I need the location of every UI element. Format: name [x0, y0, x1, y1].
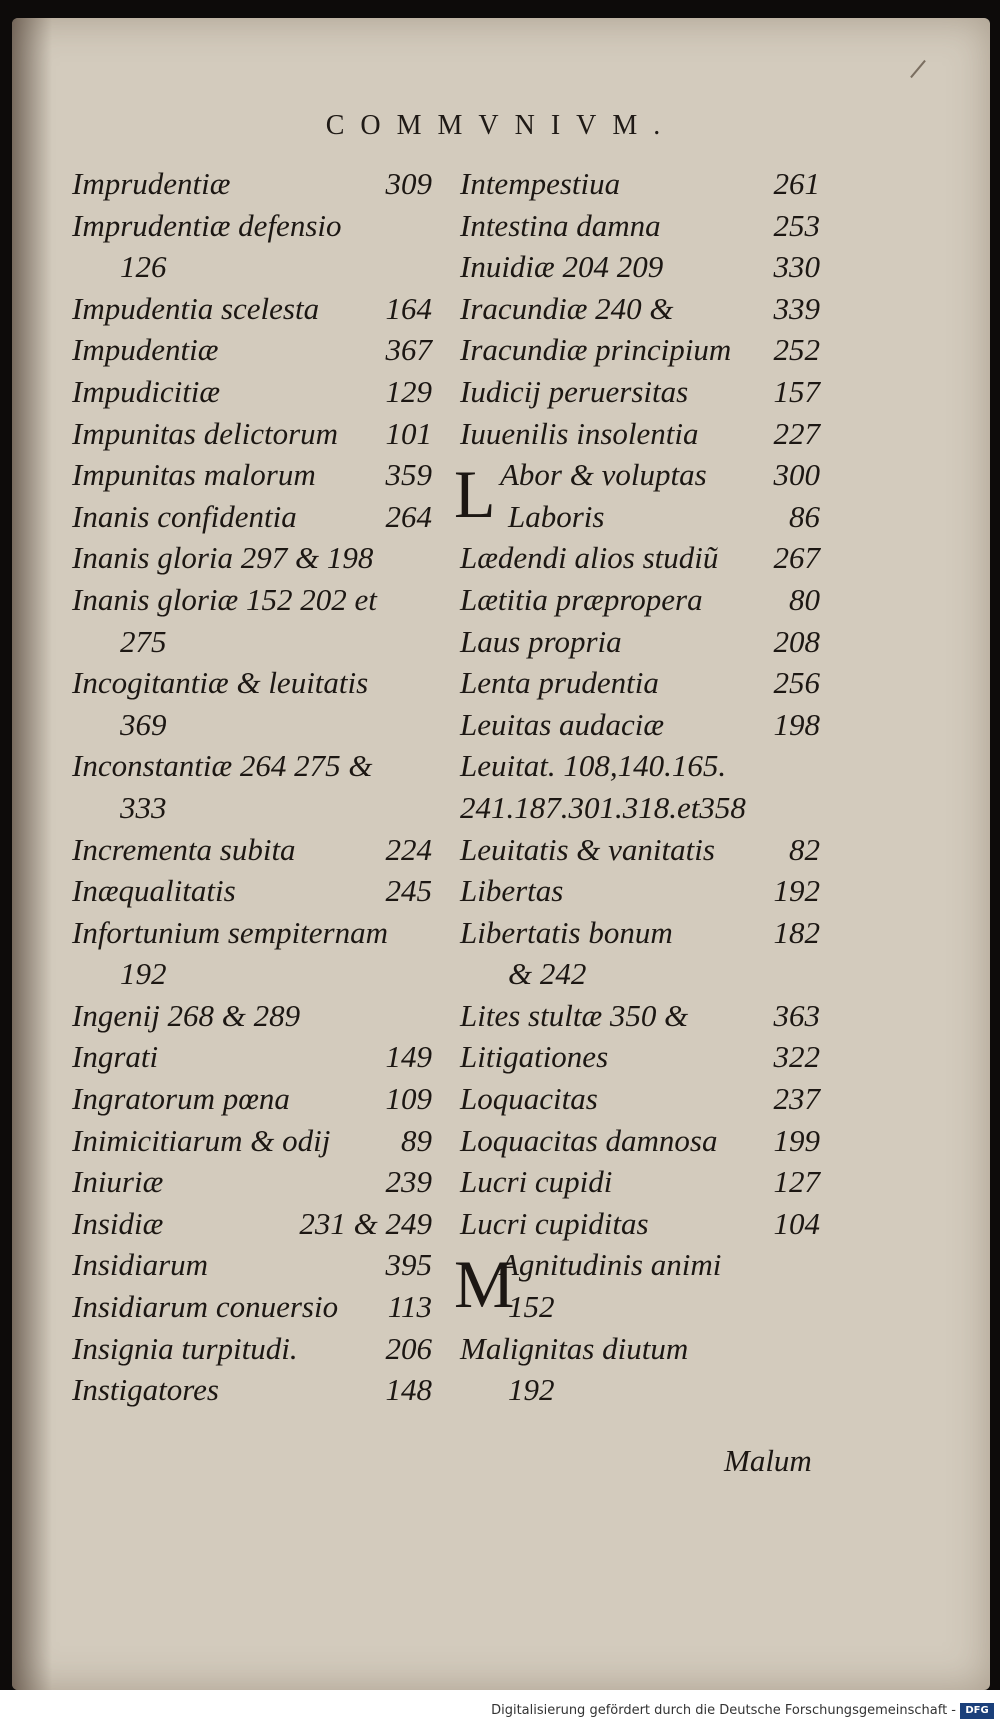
index-entry [460, 1372, 820, 1414]
index-entry [72, 457, 432, 499]
index-entry [72, 249, 432, 291]
entry-term: Inanis gloria 297 & 198 [72, 540, 374, 576]
entry-page-number: 198 [773, 706, 820, 742]
entry-term: Leuitatis & vanitatis [460, 831, 715, 867]
entry-term: Imprudentiæ defensio [72, 207, 342, 243]
index-entry [460, 1123, 820, 1165]
index-entry [460, 208, 820, 250]
index-entry [460, 249, 820, 291]
index-entry [460, 1164, 820, 1206]
index-entry [72, 499, 432, 541]
entry-page-number: 104 [773, 1205, 820, 1241]
initial-letter: L [454, 456, 496, 533]
entry-term: Infortunium sempiternam [72, 914, 389, 950]
index-entry [72, 166, 432, 208]
entry-term: Imprudentiæ [72, 166, 231, 201]
entry-page-number: 231 & 249 [299, 1205, 432, 1241]
entry-term: Agnitudinis animi [500, 1247, 722, 1283]
dfg-logo: DFG [960, 1703, 994, 1719]
entry-page-number: 224 [385, 831, 432, 867]
entry-page-number: 363 [773, 997, 820, 1033]
index-entry [460, 832, 820, 874]
entry-term: Leuitas audaciæ [460, 706, 665, 742]
index-entry [72, 291, 432, 333]
entry-term: Incogitantiæ & leuitatis [72, 665, 369, 701]
entry-term: Iuuenilis insolentia [460, 415, 699, 451]
entry-term: 192 [120, 956, 167, 992]
page-gutter-shadow [12, 18, 52, 1690]
entry-page-number: 82 [789, 831, 820, 867]
entry-page-number: 109 [385, 1081, 432, 1117]
entry-term: Incrementa subita [72, 831, 296, 867]
page-corner-mark [910, 60, 926, 78]
index-entry [460, 1331, 820, 1373]
entry-page-number: 237 [773, 1081, 820, 1117]
entry-term: & 242 [508, 956, 587, 992]
entry-term: Insidiæ [72, 1205, 164, 1241]
entry-page-number: 227 [773, 415, 820, 451]
entry-page-number: 208 [773, 623, 820, 659]
entry-term: Malignitas diutum [460, 1330, 689, 1366]
index-entry [72, 332, 432, 374]
entry-term: Litigationes [460, 1039, 609, 1075]
entry-term: 192 [508, 1372, 555, 1408]
entry-term: Iniuriæ [72, 1164, 164, 1200]
entry-page-number: 309 [385, 166, 432, 201]
entry-page-number: 164 [385, 290, 432, 326]
entry-term: Insidiarum [72, 1247, 209, 1283]
entry-page-number: 264 [385, 498, 432, 534]
book-page [12, 18, 990, 1690]
index-entry [72, 1164, 432, 1206]
index-entry [72, 832, 432, 874]
index-entry [72, 915, 432, 957]
index-entry [460, 374, 820, 416]
entry-page-number: 261 [773, 166, 820, 201]
entry-page-number: 322 [773, 1039, 820, 1075]
index-entry [72, 1039, 432, 1081]
index-entry [72, 707, 432, 749]
entry-term: Intempestiua [460, 166, 621, 201]
index-entry [72, 1331, 432, 1373]
index-entry [460, 707, 820, 749]
entry-term: 369 [120, 706, 167, 742]
index-entry [460, 499, 820, 541]
entry-term: Lædendi alios studiũ [460, 540, 719, 576]
entry-page-number: 129 [385, 373, 432, 409]
entry-term: Inæqualitatis [72, 873, 236, 909]
index-entry [72, 1081, 432, 1123]
entry-page-number: 101 [385, 415, 432, 451]
entry-page-number: 127 [773, 1164, 820, 1200]
entry-term: Libertas [460, 873, 564, 909]
entry-term: Impudentia scelesta [72, 290, 320, 326]
index-entry [460, 1081, 820, 1123]
index-entry [72, 416, 432, 458]
index-entry [72, 748, 432, 790]
index-entry [460, 291, 820, 333]
entry-term: Ingrati [72, 1039, 159, 1075]
entry-term: 333 [120, 789, 167, 825]
entry-term: Inconstantiæ 264 275 & [72, 748, 373, 784]
entry-term: Ingenij 268 & 289 [72, 997, 301, 1033]
index-entry [72, 1206, 432, 1248]
index-entry [72, 1247, 432, 1289]
index-entry [460, 1289, 820, 1331]
index-entry [460, 790, 820, 832]
index-entry [460, 873, 820, 915]
entry-page-number: 86 [789, 498, 820, 534]
entry-page-number: 182 [773, 914, 820, 950]
index-entry [460, 956, 820, 998]
index-entry [72, 1123, 432, 1165]
index-entry [460, 416, 820, 458]
entry-term: Lites stultæ 350 & [460, 997, 689, 1033]
entry-term: Iudicij peruersitas [460, 373, 689, 409]
entry-term: 126 [120, 249, 167, 285]
entry-term: Ingratorum pœna [72, 1081, 290, 1117]
entry-term: 152 [508, 1289, 555, 1325]
entry-page-number: 148 [385, 1372, 432, 1408]
entry-term: 241.187.301.318.et358 [460, 789, 746, 825]
entry-page-number: 300 [773, 457, 820, 493]
entry-term: Lucri cupidi [460, 1164, 613, 1200]
entry-term: Inanis gloriæ 152 202 et [72, 581, 377, 617]
entry-term: Loquacitas damnosa [460, 1122, 718, 1158]
entry-term: Impudentiæ [72, 332, 219, 368]
index-entry [460, 166, 820, 208]
entry-page-number: 80 [789, 581, 820, 617]
digitization-footer [0, 1690, 1000, 1726]
entry-page-number: 239 [385, 1164, 432, 1200]
entry-term: 275 [120, 623, 167, 659]
entry-page-number: 395 [385, 1247, 432, 1283]
entry-term: Leuitat. 108,140.165. [460, 748, 727, 784]
entry-term: Insidiarum conuersio [72, 1289, 339, 1325]
entry-page-number: 149 [385, 1039, 432, 1075]
entry-page-number: 359 [385, 457, 432, 493]
entry-term: Impunitas delictorum [72, 415, 339, 451]
entry-page-number: 157 [773, 373, 820, 409]
entry-term: Loquacitas [460, 1081, 598, 1117]
index-column-left [72, 166, 432, 1414]
index-column-right [454, 166, 820, 1414]
entry-page-number: 253 [773, 207, 820, 243]
footer-credit: Digitalisierung gefördert durch die Deutsche Forschungsgemeinschaft - [491, 1703, 956, 1718]
entry-term: Inuidiæ 204 209 [460, 249, 664, 285]
index-entry [460, 998, 820, 1040]
index-entry [72, 1289, 432, 1331]
index-entry [460, 540, 820, 582]
index-entry [72, 582, 432, 624]
entry-page-number: 330 [773, 249, 820, 285]
entry-term: Iracundiæ 240 & [460, 290, 674, 326]
index-entry [460, 915, 820, 957]
index-entry [72, 374, 432, 416]
entry-term: Laus propria [460, 623, 622, 659]
entry-term: Intestina damna [460, 207, 661, 243]
entry-term: Laboris [508, 498, 605, 534]
index-entry [72, 956, 432, 998]
entry-page-number: 113 [387, 1289, 432, 1325]
entry-page-number: 339 [773, 290, 820, 326]
entry-page-number: 367 [385, 332, 432, 368]
entry-term: Libertatis bonum [460, 914, 673, 950]
entry-term: Lætitia præpropera [460, 581, 703, 617]
index-entry [460, 665, 820, 707]
index-entry [460, 624, 820, 666]
entry-page-number: 245 [385, 873, 432, 909]
entry-term: Impudicitiæ [72, 373, 221, 409]
entry-page-number: 199 [773, 1122, 820, 1158]
entry-term: Inimicitiarum & odij [72, 1122, 331, 1158]
index-entry [72, 540, 432, 582]
index-entry [72, 790, 432, 832]
entry-term: Insignia turpitudi. [72, 1330, 298, 1366]
index-entry [72, 1372, 432, 1414]
entry-term: Inanis confidentia [72, 498, 297, 534]
index-entry [460, 748, 820, 790]
index-entry [72, 873, 432, 915]
running-head: COMMVNIVM. [325, 110, 677, 141]
entry-term: Lucri cupiditas [460, 1205, 649, 1241]
entry-term: Instigatores [72, 1372, 219, 1408]
entry-page-number: 267 [773, 540, 820, 576]
index-entry [460, 582, 820, 624]
index-entry [72, 998, 432, 1040]
entry-page-number: 192 [773, 873, 820, 909]
index-entry [460, 1039, 820, 1081]
entry-page-number: 89 [401, 1122, 432, 1158]
entry-term: Impunitas malorum [72, 457, 316, 493]
index-entry [460, 1206, 820, 1248]
entry-term: Lenta prudentia [460, 665, 659, 701]
index-entry [460, 332, 820, 374]
entry-term: Abor & voluptas [500, 457, 707, 493]
entry-page-number: 206 [385, 1330, 432, 1366]
index-entry [72, 208, 432, 250]
initial-letter: M [454, 1246, 515, 1323]
catchword: Malum [724, 1443, 812, 1478]
entry-page-number: 252 [773, 332, 820, 368]
index-entry [72, 624, 432, 666]
entry-page-number: 256 [773, 665, 820, 701]
index-entry [72, 665, 432, 707]
entry-term: Iracundiæ principium [460, 332, 732, 368]
